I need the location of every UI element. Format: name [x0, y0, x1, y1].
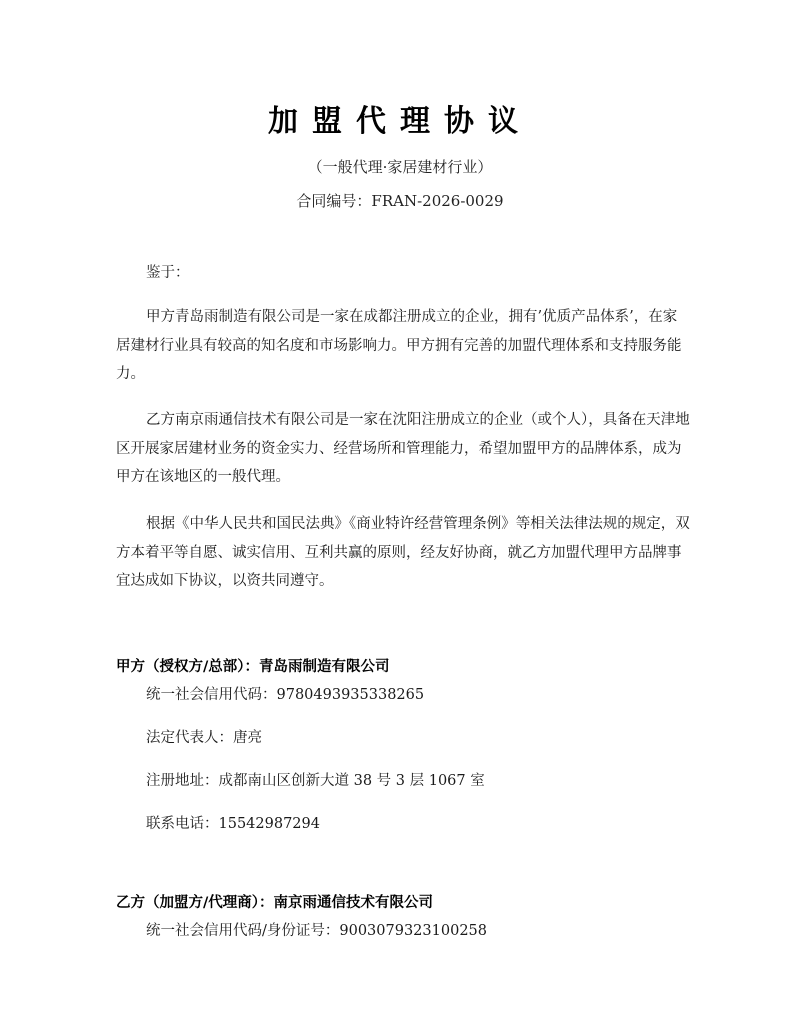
party-a-credit-code: 统一社会信用代码：9780493935338265 [146, 687, 425, 703]
party-a-phone: 联系电话：15542987294 [146, 816, 320, 832]
recital-paragraph-party-b: 乙方南京雨通信技术有限公司是一家在沈阳注册成立的企业（或个人），具备在天津地区开展家居建材业务的资金实力、经营场所和管理能力，希望加盟甲方的品牌体系，成为甲方在该地区的一般代理。 [116, 412, 690, 485]
party-a-heading: 甲方（授权方/总部）：青岛雨制造有限公司 [116, 659, 390, 675]
document-subtitle: （一般代理·家居建材行业） [307, 158, 493, 176]
contract-number: 合同编号：FRAN-2026-0029 [296, 192, 504, 210]
party-b-heading: 乙方（加盟方/代理商）：南京雨通信技术有限公司 [116, 895, 434, 911]
whereas-label: 鉴于： [146, 265, 190, 281]
party-a-legal-representative: 法定代表人：唐亮 [146, 730, 262, 746]
document-title: 加盟代理协议 [268, 104, 532, 139]
party-b-credit-code: 统一社会信用代码/身份证号：9003079323100258 [146, 923, 487, 939]
recital-paragraph-party-a: 甲方青岛雨制造有限公司是一家在成都注册成立的企业，拥有’优质产品体系’，在家居建材行业具有较高的知名度和市场影响力。甲方拥有完善的加盟代理体系和支持服务能力。 [116, 309, 682, 382]
recital-paragraph-legal-basis: 根据《中华人民共和国民法典》《商业特许经营管理条例》等相关法律法规的规定，双方本着平等自愿、诚实信用、互利共赢的原则，经友好协商，就乙方加盟代理甲方品牌事宜达成如下协议，以资共同遵守。 [116, 516, 690, 589]
party-a-address: 注册地址：成都南山区创新大道 38 号 3 层 1067 室 [146, 773, 485, 789]
